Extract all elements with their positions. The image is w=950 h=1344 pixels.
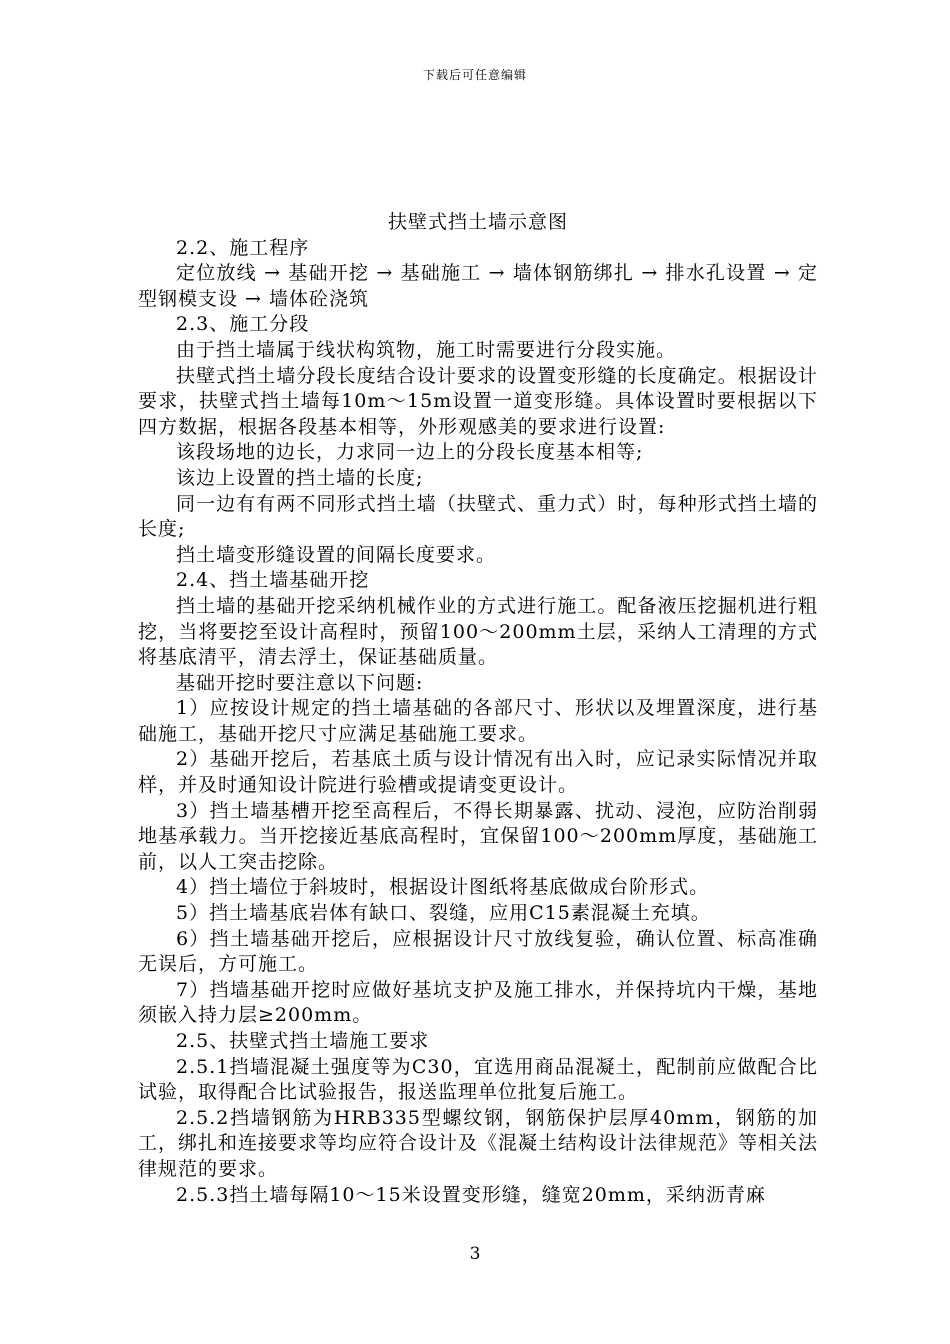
list-item: 3）挡土墙基槽开挖至高程后，不得长期暴露、扰动、浸泡，应防治削弱地基承载力。当开挖接近基底高程时，宜保留100～200mm厚度，基础施工前，以人工突击挖除。 (138, 799, 818, 873)
paragraph: 定位放线 → 基础开挖 → 基础施工 → 墙体钢筋绑扎 → 排水孔设置 → 定型钢模支设 → 墙体砼浇筑 (138, 262, 818, 310)
paragraph: 2.5.1挡墙混凝土强度等为C30，宜选用商品混凝土，配制前应做配合比试验，取得配合比试验报告，报送监理单位批复后施工。 (138, 1055, 818, 1104)
page-header-note: 下载后可任意编辑 (422, 68, 527, 82)
paragraph: 2.5.3挡土墙每隔10～15米设置变形缝，缝宽20mm，采纳沥青麻 (176, 1183, 766, 1206)
list-item: 2）基础开挖后，若基底土质与设计情况有出入时，应记录实际情况并取样，并及时通知设计院进行验槽或提请变更设计。 (138, 748, 818, 797)
list-item: 同一边有有两不同形式挡土墙（扶壁式、重力式）时，每种形式挡土墙的长度; (138, 492, 818, 541)
list-item: 6）挡土墙基础开挖后，应根据设计尺寸放线复验，确认位置、标高准确无误后，方可施工。 (138, 927, 818, 976)
paragraph: 挡土墙的基础开挖采纳机械作业的方式进行施工。配备液压挖掘机进行粗挖，当将要挖至设计高程时，预留100～200mm土层，采纳人工清理的方式将基底清平，清去浮土，保证基础质量。 (138, 594, 818, 669)
paragraph: 2.5.2挡墙钢筋为HRB335型螺纹钢，钢筋保护层厚40mm，钢筋的加工，绑扎和连接要求等均应符合设计及《混凝土结构设计法律规范》等相关法律规范的要求。 (138, 1106, 819, 1180)
document-body (138, 210, 818, 1208)
paragraph: 由于挡土墙属于线状构筑物，施工时需要进行分段实施。 (176, 338, 677, 361)
figure-caption: 扶壁式挡土墙示意图 (387, 211, 568, 233)
section-heading: 2.4、挡土墙基础开挖 (176, 569, 370, 592)
section-heading: 2.2、施工程序 (176, 236, 310, 259)
list-item: 该边上设置的挡土墙的长度; (176, 466, 424, 489)
list-item: 4）挡土墙位于斜坡时，根据设计图纸将基底做成台阶形式。 (176, 876, 710, 899)
list-item: 该段场地的边长，力求同一边上的分段长度基本相等; (176, 441, 644, 464)
paragraph: 扶壁式挡土墙分段长度结合设计要求的设置变形缝的长度确定。根据设计要求，扶壁式挡土墙每10m～15m设置一道变形缝。具体设置时要根据以下四方数据，根据各段基本相等，外形观感美的要求进行设置: (138, 364, 818, 438)
list-item: 7）挡墙基础开挖时应做好基坑支护及施工排水，并保持坑内干燥，基地须嵌入持力层≥200mm。 (138, 978, 818, 1027)
paragraph: 基础开挖时要注意以下问题: (176, 671, 424, 694)
list-item: 挡土墙变形缝设置的间隔长度要求。 (176, 543, 497, 566)
list-item: 5）挡土墙基底岩体有缺口、裂缝，应用C15素混凝土充填。 (176, 902, 711, 925)
list-item: 1）应按设计规定的挡土墙基础的各部尺寸、形状以及埋置深度，进行基础施工，基础开挖尺寸应满足基础施工要求。 (138, 697, 818, 745)
section-heading: 2.3、施工分段 (176, 313, 310, 336)
page-number: 3 (469, 1244, 481, 1264)
section-heading: 2.5、扶壁式挡土墙施工要求 (176, 1030, 430, 1052)
